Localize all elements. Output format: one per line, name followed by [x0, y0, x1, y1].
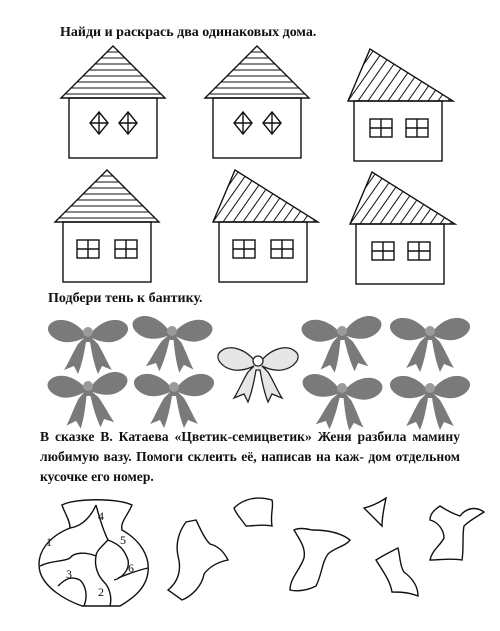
bow-reference [218, 348, 298, 402]
vase-number: 4 [98, 509, 104, 523]
house-roof [205, 46, 309, 98]
house-1[interactable] [58, 46, 168, 158]
vase-outline [39, 500, 148, 606]
vase-piece[interactable] [290, 529, 350, 591]
window-icon [263, 112, 281, 134]
house-wall [354, 101, 442, 161]
house-4[interactable] [52, 170, 162, 282]
house-5[interactable] [203, 165, 353, 282]
vase [39, 500, 148, 606]
vase-pieces [168, 498, 484, 600]
window-icon [115, 240, 137, 258]
vase-piece[interactable] [376, 548, 418, 596]
window-icon [119, 112, 137, 134]
vase-number: 5 [120, 533, 126, 547]
bows-group [47, 315, 470, 433]
house-wall [63, 222, 151, 282]
vase-number: 6 [128, 561, 134, 575]
bow-shadow-4[interactable] [390, 318, 470, 372]
window-icon [408, 242, 430, 260]
house-wall [213, 98, 301, 158]
window-icon [234, 112, 252, 134]
house-wall [219, 222, 307, 282]
bow-shadow-3[interactable] [301, 315, 385, 375]
bow-shadow-6[interactable] [134, 374, 214, 428]
house-wall [69, 98, 157, 158]
vase-piece[interactable] [234, 498, 273, 526]
window-icon [372, 242, 394, 260]
task3-line-3: дом отдельном кусочке его номер. [40, 449, 460, 484]
vase-piece[interactable] [168, 520, 228, 600]
house-wall [356, 224, 444, 284]
house-2[interactable] [202, 46, 312, 158]
house-6[interactable] [340, 167, 490, 284]
bow-shadow-7[interactable] [299, 373, 383, 433]
vase-number: 3 [66, 567, 72, 581]
bow-shadow-2[interactable] [129, 315, 213, 375]
window-icon [406, 119, 428, 137]
task2-heading: Подбери тень к бантику. [48, 291, 203, 306]
window-icon [90, 112, 108, 134]
vase-piece[interactable] [430, 506, 484, 560]
houses-group [52, 44, 490, 284]
house-roof [61, 46, 165, 98]
window-icon [77, 240, 99, 258]
window-icon [370, 119, 392, 137]
vase-piece[interactable] [364, 498, 386, 526]
window-icon [233, 240, 255, 258]
window-icon [271, 240, 293, 258]
task3-line-1: В сказке В. Катаева «Цветик-семицветик» Женя разбила [40, 429, 407, 444]
vase-number: 2 [98, 585, 104, 599]
house-3[interactable] [338, 44, 488, 161]
house-roof [55, 170, 159, 222]
task1-heading: Найди и раскрась два одинаковых дома. [60, 25, 317, 40]
task3-line-2: мамину любимую вазу. Помоги склеить её, написав на каж- [40, 429, 460, 464]
bow-shadow-5[interactable] [47, 371, 131, 431]
vase-number: 1 [46, 535, 52, 549]
